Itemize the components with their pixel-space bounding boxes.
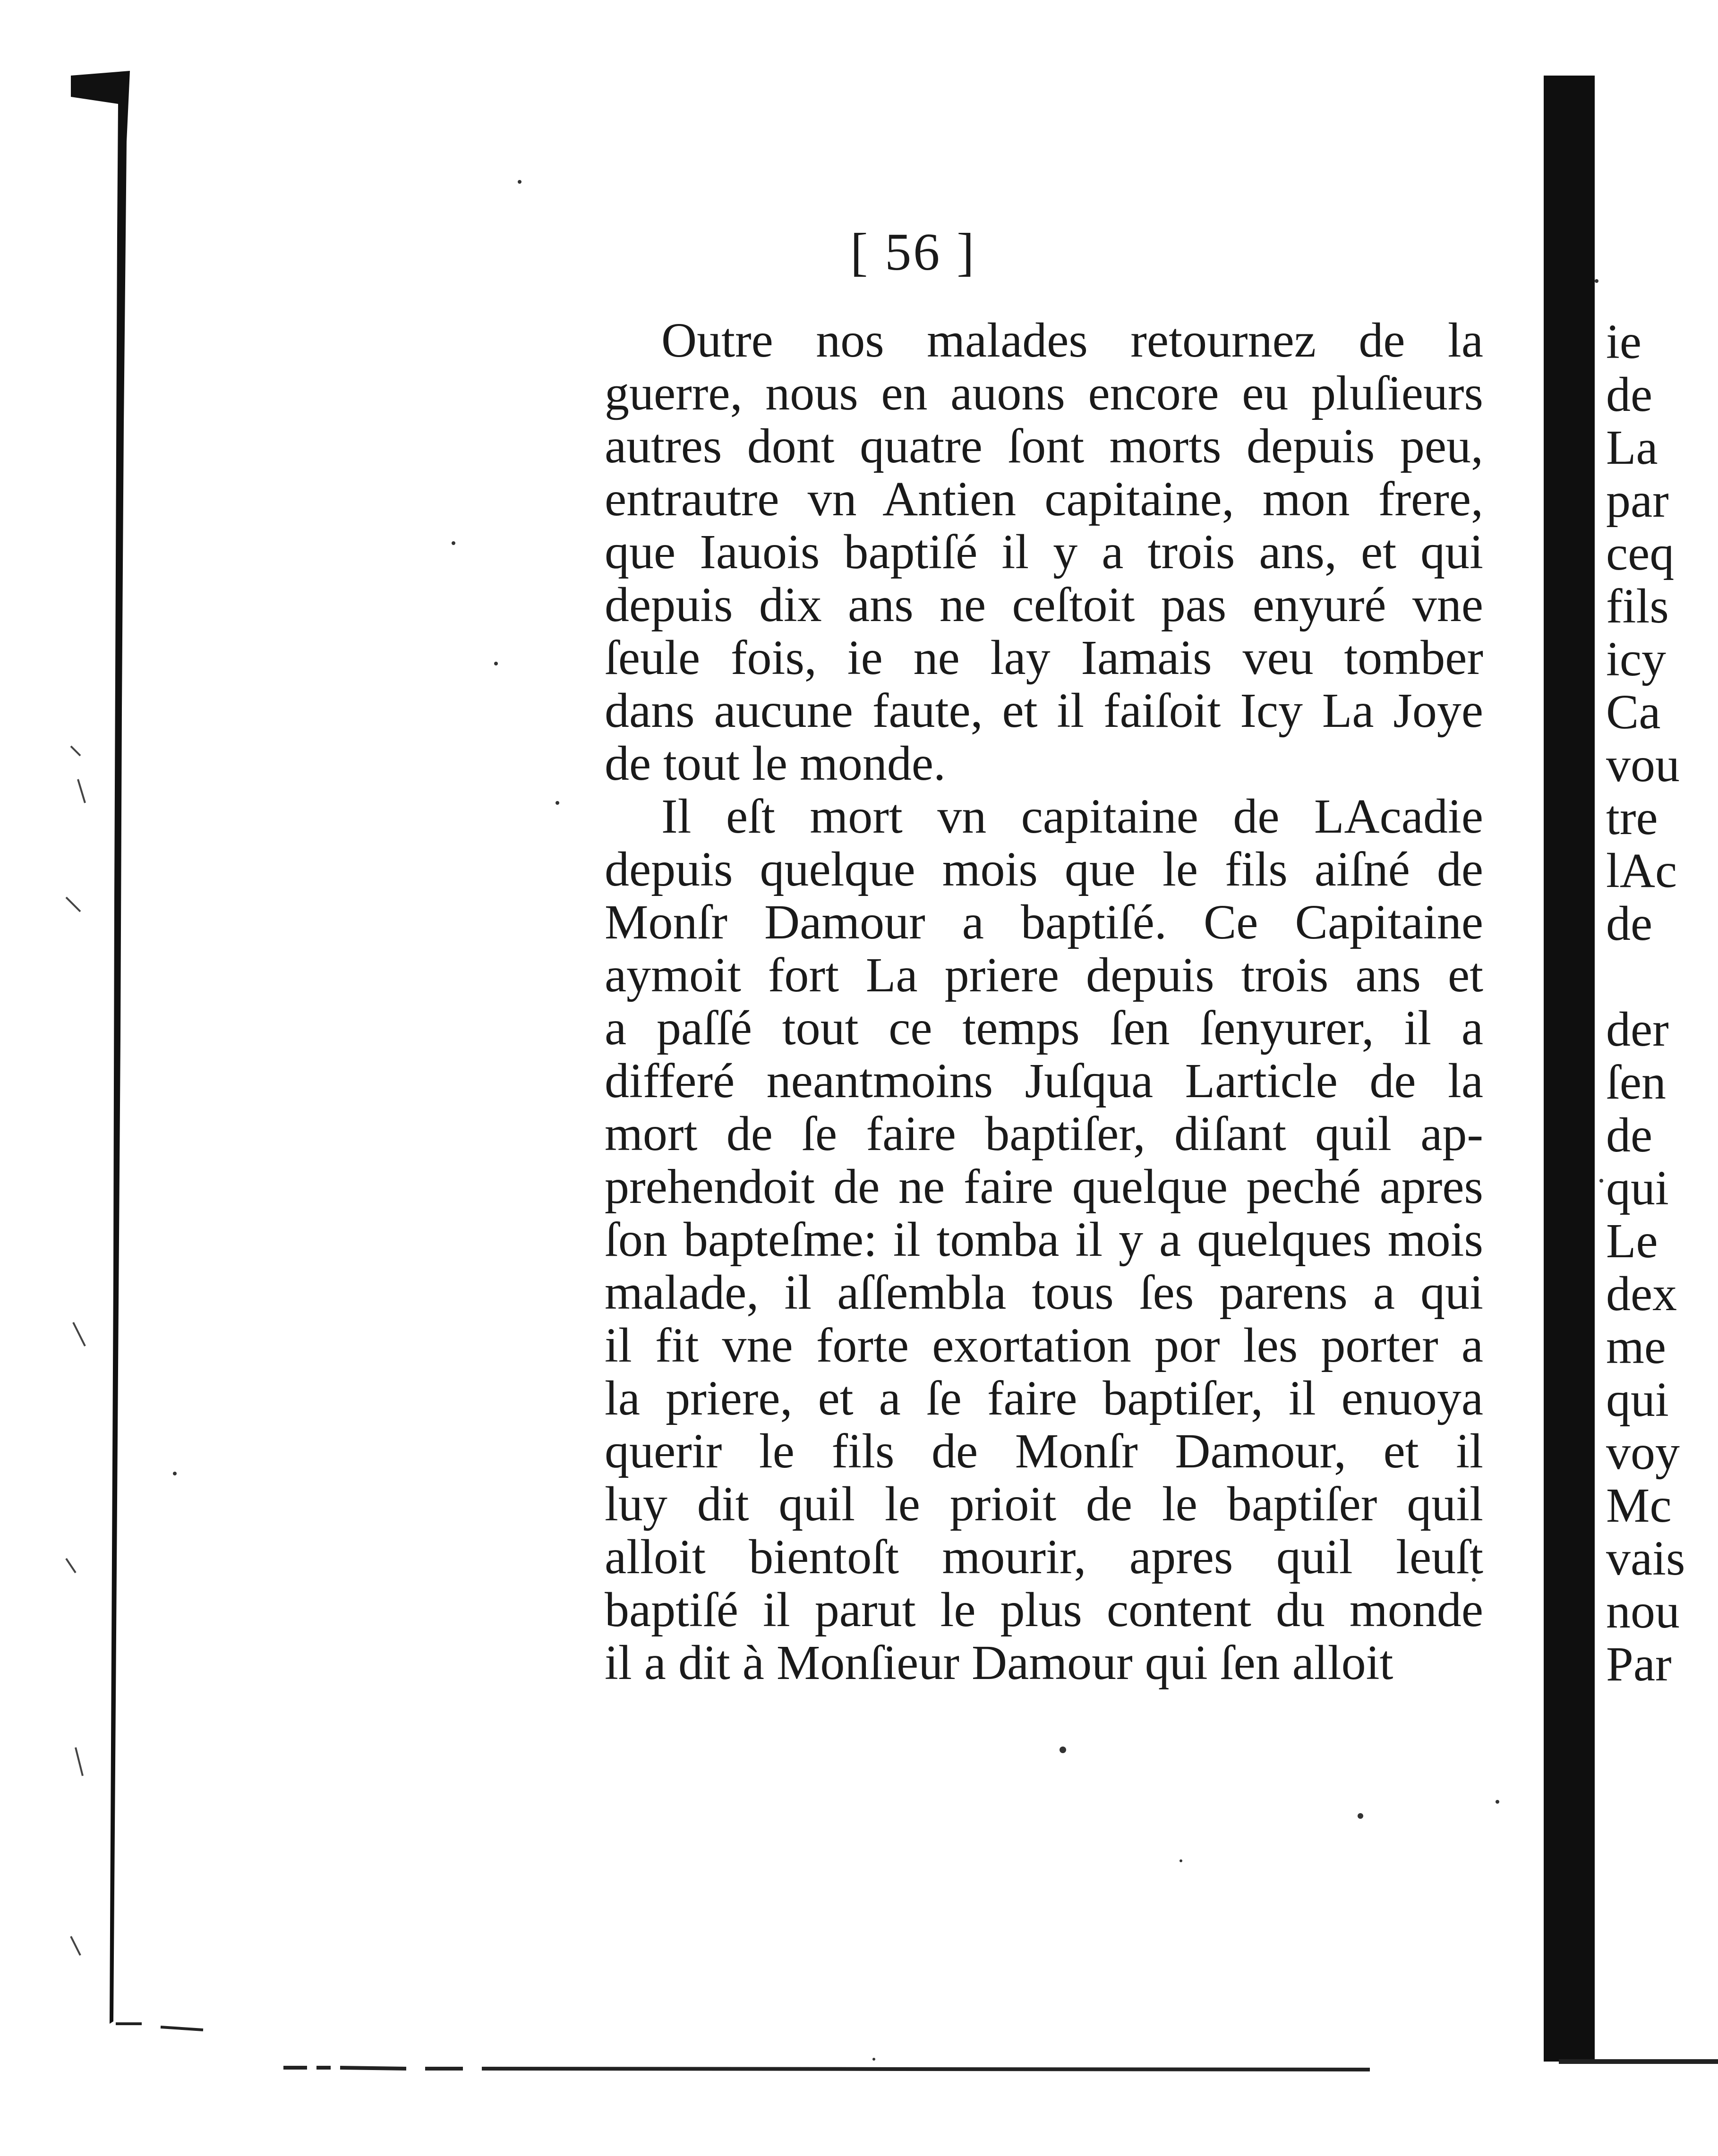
facing-fragment: qui [1606,1372,1669,1427]
text-line: depuis dix ans ne ceſtoit pas enyuré vne [605,578,1483,632]
facing-fragment: ie [1606,315,1642,369]
facing-fragment: icy [1606,632,1667,686]
text-line: Outre nos malades retournez de la [661,313,1483,367]
text-line: il fit vne forte exortation por les porter a [605,1318,1483,1372]
facing-page-edge [1544,76,1595,2062]
text-line: la priere, et a ſe faire baptiſer, il enuoya [605,1371,1483,1425]
text-line: que Iauois baptiſé il y a trois ans, et qui [605,525,1483,579]
facing-fragment: tre [1606,791,1658,845]
facing-fragment: Le [1606,1214,1658,1268]
facing-fragment: voy [1606,1425,1680,1480]
page-number: [ 56 ] [850,223,976,281]
facing-fragment: vais [1606,1531,1685,1585]
text-line: alloit bientoſt mourir, apres quil leuſt [605,1530,1483,1584]
facing-fragment: qui [1606,1161,1669,1215]
text-line: malade, il aſſembla tous ſes parens a qui [605,1265,1483,1320]
facing-fragment: fils [1606,579,1669,633]
text-line: depuis quelque mois que le fils aiſné de [605,842,1483,896]
text-line: prehendoit de ne faire quelque peché apres [605,1159,1483,1214]
facing-fragment: ſen [1606,1055,1667,1109]
text-line: ſon bapteſme: il tomba il y a quelques mois [605,1212,1483,1267]
facing-fragment: Mc [1606,1478,1672,1533]
main-text [605,314,1483,1689]
facing-fragment: de [1606,896,1653,951]
facing-fragment: lAc [1606,844,1677,898]
text-line: autres dont quatre ſont morts depuis peu, [605,419,1483,473]
facing-fragment: vou [1606,738,1680,792]
bottom-right-rule [1559,2059,1718,2064]
text-line: Il eſt mort vn capitaine de LAcadie [661,789,1483,844]
facing-fragment: nou [1606,1584,1680,1638]
text-line: de tout le monde. [605,736,946,791]
text-line: a paſſé tout ce temps ſen ſenyurer, il a [605,1001,1483,1055]
facing-fragment: par [1606,473,1669,528]
facing-fragment: me [1606,1320,1667,1374]
facing-fragment: ceq [1606,526,1675,580]
facing-fragment: de [1606,1108,1653,1162]
text-line: ſeule fois, ie ne lay Iamais veu tomber [605,631,1483,685]
text-line: mort de ſe faire baptiſer, diſant quil ap- [605,1107,1483,1161]
text-line: aymoit fort La priere depuis trois ans et [605,948,1483,1002]
text-line: Monſr Damour a baptiſé. Ce Capitaine [605,895,1483,949]
facing-fragment: La [1606,420,1658,475]
text-line: dans aucune faute, et il faiſoit Icy La Joye [605,683,1483,738]
facing-fragment: der [1606,1002,1669,1057]
text-line: querir le fils de Monſr Damour, et il [605,1424,1483,1478]
facing-page-fragments [1606,315,1718,1691]
facing-fragment: Ca [1606,685,1661,739]
text-line: differé neantmoins Juſqua Larticle de la [605,1054,1483,1108]
facing-fragment [1606,950,1718,1003]
facing-fragment: Par [1606,1637,1672,1691]
text-line: baptiſé il parut le plus content du monde [605,1583,1483,1637]
text-line: il a dit à Monſieur Damour qui ſen alloit [605,1636,1393,1690]
text-line: guerre, nous en auons encore eu pluſieurs [605,366,1483,420]
text-line: entrautre vn Antien capitaine, mon frere, [605,472,1483,526]
facing-fragment: dex [1606,1267,1677,1321]
facing-fragment: de [1606,367,1653,422]
text-line: luy dit quil le prioit de le baptiſer quil [605,1477,1483,1531]
